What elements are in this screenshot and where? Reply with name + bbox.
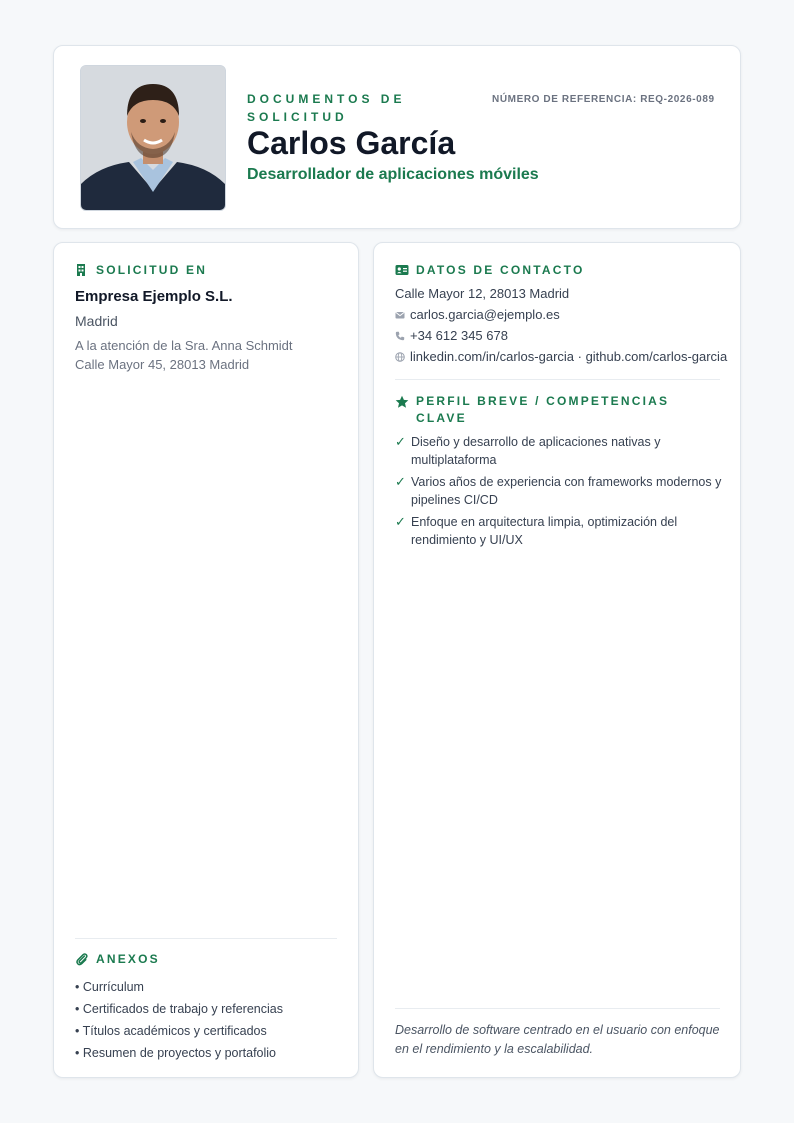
skills-list	[395, 433, 725, 553]
list-item	[395, 473, 725, 509]
applicant-name: Carlos García	[247, 125, 456, 161]
list-item: • Certificados de trabajo y referencias	[75, 1002, 283, 1016]
envelope-icon	[395, 310, 405, 320]
contact-heading	[395, 262, 585, 279]
check-icon: ✓	[395, 434, 406, 449]
list-item	[395, 433, 725, 469]
list-item: • Currículum	[75, 980, 144, 994]
list-item	[395, 513, 725, 549]
globe-icon	[395, 352, 405, 362]
check-icon: ✓	[395, 474, 406, 489]
header-card	[53, 45, 741, 229]
building-icon	[75, 263, 89, 277]
profile-heading	[395, 393, 695, 427]
contact-card	[373, 242, 741, 1078]
list-item: • Títulos académicos y certificados	[75, 1024, 267, 1038]
contact-email[interactable]: carlos.garcia@ejemplo.es	[410, 307, 560, 322]
application-heading-label: SOLICITUD EN	[96, 263, 208, 277]
tagline-divider	[395, 1008, 720, 1009]
recipient-block	[75, 336, 293, 374]
contact-phone[interactable]: +34 612 345 678	[410, 328, 508, 343]
annexes-heading-label: ANEXOS	[96, 952, 160, 966]
annexes-heading	[75, 951, 160, 968]
skill-text: Varios años de experiencia con frameworks modernos y pipelines CI/CD	[411, 475, 722, 507]
contact-web-links[interactable]: linkedin.com/in/carlos-garcia · github.com/carlos-garcia	[410, 349, 728, 364]
tagline: Desarrollo de software centrado en el usuario con enfoque en el rendimiento y la escalabilidad.	[395, 1023, 720, 1056]
contact-heading-label: DATOS DE CONTACTO	[416, 263, 585, 277]
profile-divider	[395, 379, 720, 380]
skill-text: Enfoque en arquitectura limpia, optimización del rendimiento y UI/UX	[411, 515, 678, 547]
skill-text: Diseño y desarrollo de aplicaciones nativas y multiplataforma	[411, 435, 661, 467]
paperclip-icon	[75, 952, 89, 966]
application-heading	[75, 262, 207, 279]
contact-email-row	[395, 307, 560, 322]
list-item: • Resumen de proyectos y portafolio	[75, 1046, 277, 1060]
phone-icon	[395, 331, 405, 341]
check-icon: ✓	[395, 514, 406, 529]
annex-list	[75, 976, 283, 1064]
application-card	[53, 242, 359, 1078]
annex-divider	[75, 938, 337, 939]
contact-address: Calle Mayor 12, 28013 Madrid	[395, 286, 570, 301]
recipient-address: Calle Mayor 45, 28013 Madrid	[75, 357, 250, 372]
recipient-attention: A la atención de la Sra. Anna Schmidt	[75, 338, 293, 353]
profile-photo	[80, 65, 226, 211]
contact-phone-row	[395, 328, 508, 343]
company-name: Empresa Ejemplo S.L.	[75, 288, 233, 305]
id-card-icon	[395, 263, 409, 277]
applicant-role: Desarrollador de aplicaciones móviles	[247, 166, 539, 183]
profile-heading-label: PERFIL BREVE / COMPETENCIAS CLAVE	[416, 394, 670, 425]
reference-number: NÚMERO DE REFERENCIA: REQ-2026-089	[492, 94, 715, 105]
company-city: Madrid	[75, 313, 118, 329]
document-kicker: DOCUMENTOS DE SOLICITUD	[247, 92, 406, 124]
contact-web-row	[395, 349, 727, 364]
star-icon	[395, 395, 409, 409]
